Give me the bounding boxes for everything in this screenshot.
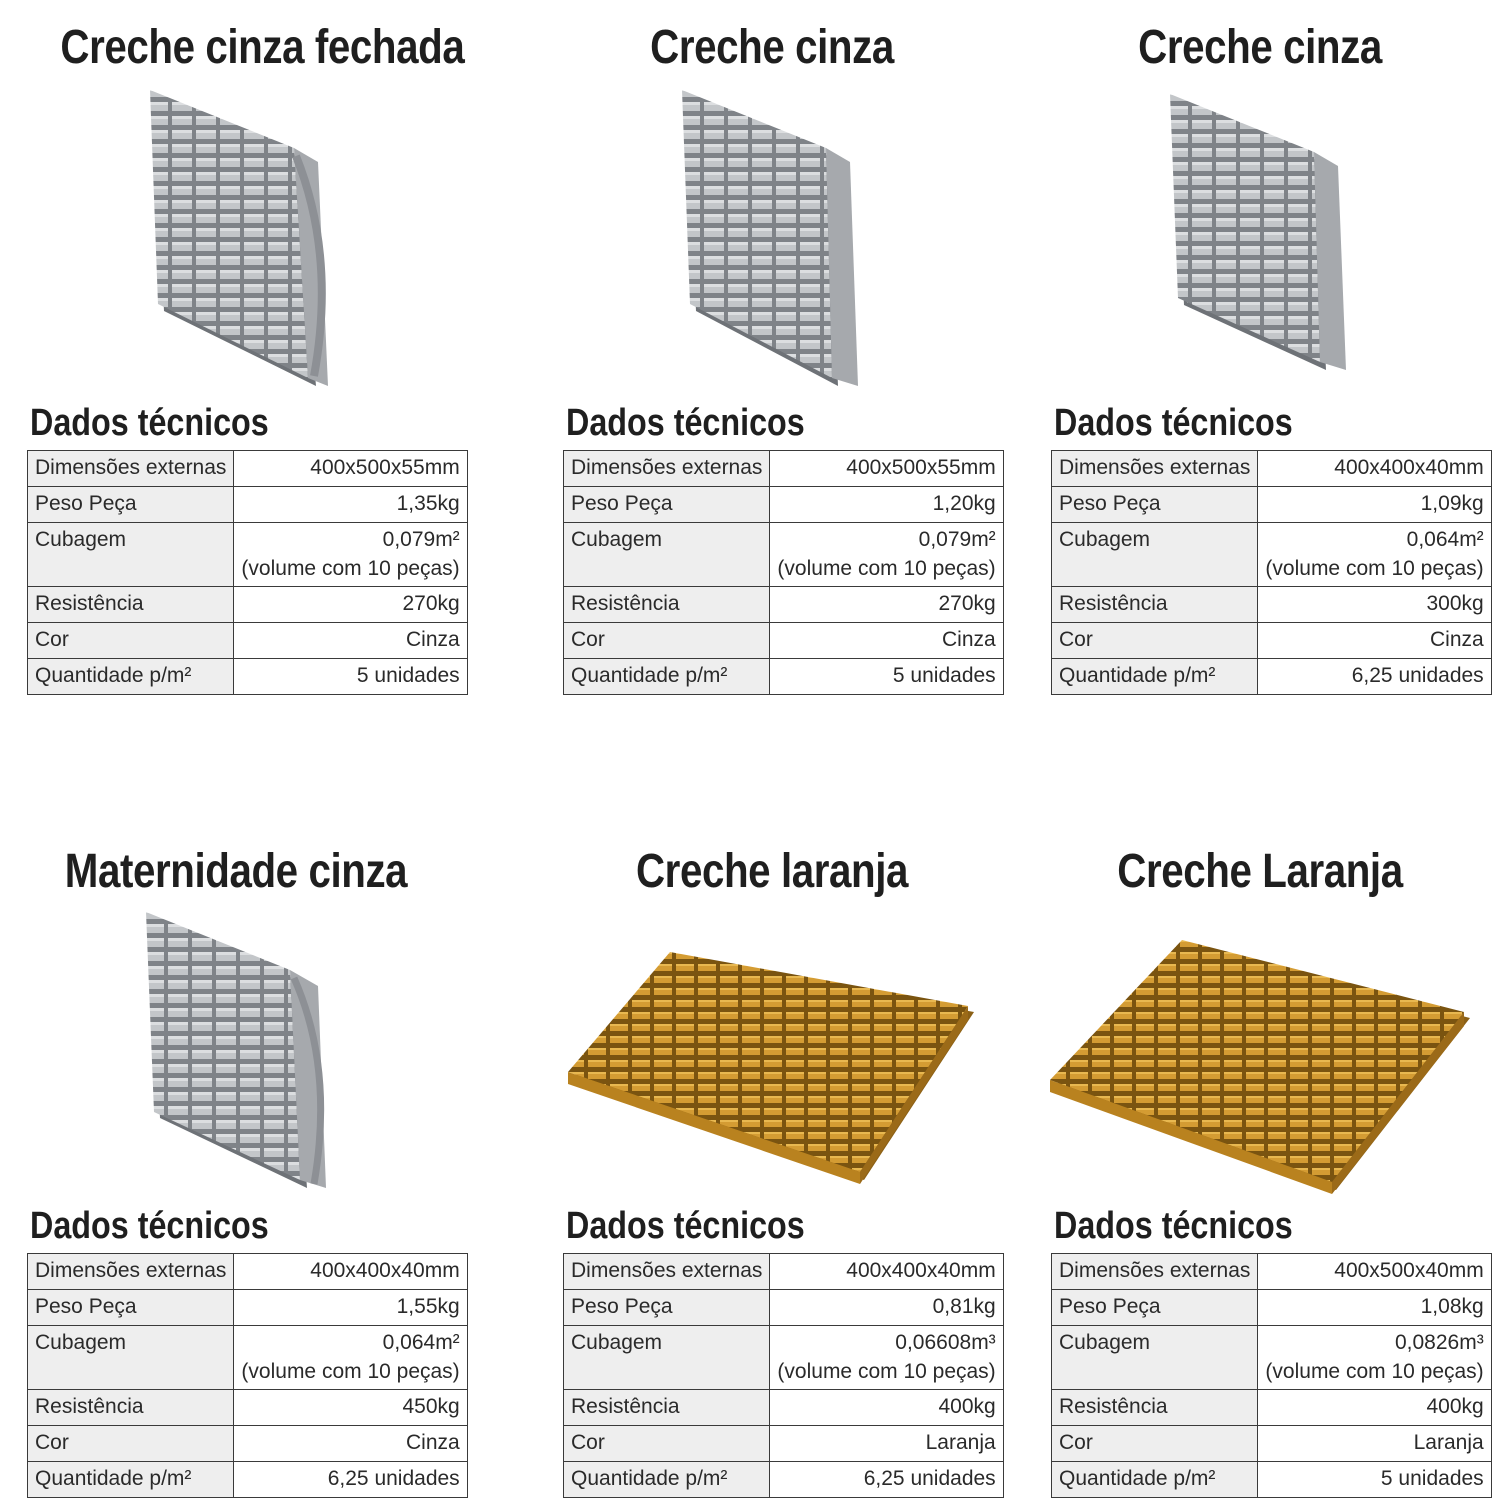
spec-value: 1,55kg [234, 1290, 467, 1326]
spec-label: Cubagem [564, 1326, 770, 1390]
spec-value: 0,06608m³ [895, 1331, 996, 1354]
gray-floor-panel-icon [142, 908, 342, 1198]
spec-label: Cor [1052, 623, 1258, 659]
spec-value: 1,09kg [1258, 487, 1491, 523]
spec-value: 0,0826m³ [1394, 1331, 1484, 1354]
spec-label: Resistência [564, 1390, 770, 1426]
spec-label: Quantidade p/m² [564, 659, 770, 695]
spec-note: (volume com 10 peças) [1265, 557, 1484, 580]
spec-value: 0,079m² [382, 528, 460, 551]
spec-value: 400kg [1258, 1390, 1491, 1426]
spec-label: Peso Peça [564, 487, 770, 523]
spec-note: (volume com 10 peças) [241, 1360, 460, 1383]
spec-table [1051, 1253, 1492, 1498]
spec-value: 1,20kg [770, 487, 1003, 523]
spec-value: 400x500x40mm [1258, 1254, 1491, 1290]
spec-value: Cinza [234, 1426, 467, 1462]
spec-value: 0,81kg [770, 1290, 1003, 1326]
spec-label: Cubagem [1052, 1326, 1258, 1390]
spec-label: Quantidade p/m² [1052, 1462, 1258, 1498]
spec-value: Cinza [234, 623, 467, 659]
spec-label: Cor [28, 623, 234, 659]
spec-label: Resistência [1052, 1390, 1258, 1426]
spec-label: Dimensões externas [28, 451, 234, 487]
spec-label: Cor [564, 1426, 770, 1462]
spec-heading: Dados técnicos [566, 1205, 805, 1247]
spec-heading: Dados técnicos [30, 402, 269, 444]
spec-value: 6,25 unidades [234, 1462, 467, 1498]
spec-value: 400x500x55mm [770, 451, 1003, 487]
spec-label: Peso Peça [564, 1290, 770, 1326]
orange-floor-panel-icon [564, 950, 984, 1190]
spec-value: 6,25 unidades [1258, 659, 1491, 695]
spec-value: 400kg [770, 1390, 1003, 1426]
spec-label: Cubagem [28, 1326, 234, 1390]
spec-label: Cubagem [28, 523, 234, 587]
spec-label: Peso Peça [28, 1290, 234, 1326]
spec-value: 400x400x40mm [234, 1254, 467, 1290]
spec-value: 5 unidades [770, 659, 1003, 695]
spec-table [563, 1253, 1004, 1498]
product-title: Creche cinza [650, 21, 894, 74]
spec-label: Quantidade p/m² [564, 1462, 770, 1498]
spec-table [27, 1253, 468, 1498]
spec-label: Resistência [28, 1390, 234, 1426]
spec-note: (volume com 10 peças) [777, 1360, 996, 1383]
spec-label: Cor [1052, 1426, 1258, 1462]
spec-label: Cor [564, 623, 770, 659]
spec-label: Resistência [564, 587, 770, 623]
spec-value: 0,064m² [1406, 528, 1484, 551]
spec-value: 0,079m² [918, 528, 996, 551]
product-title: Creche laranja [635, 845, 909, 898]
spec-label: Cor [28, 1426, 234, 1462]
spec-label: Resistência [28, 587, 234, 623]
spec-label: Quantidade p/m² [28, 1462, 234, 1498]
gray-floor-panel-icon [678, 86, 868, 396]
spec-note: (volume com 10 peças) [1265, 1360, 1484, 1383]
spec-label: Peso Peça [28, 487, 234, 523]
orange-floor-panel-icon [1046, 938, 1476, 1200]
spec-label: Dimensões externas [564, 1254, 770, 1290]
spec-label: Peso Peça [1052, 1290, 1258, 1326]
spec-value: Laranja [1258, 1426, 1491, 1462]
spec-value: 270kg [234, 587, 467, 623]
spec-label: Dimensões externas [1052, 1254, 1258, 1290]
spec-value: 5 unidades [234, 659, 467, 695]
product-title: Maternidade cinza [64, 845, 408, 898]
spec-value: 5 unidades [1258, 1462, 1491, 1498]
spec-table [1051, 450, 1492, 695]
spec-value: 400x500x55mm [234, 451, 467, 487]
spec-value: 400x400x40mm [770, 1254, 1003, 1290]
spec-value: 0,064m² [382, 1331, 460, 1354]
product-title: Creche cinza fechada [60, 21, 465, 74]
spec-value: 400x400x40mm [1258, 451, 1491, 487]
spec-heading: Dados técnicos [1054, 1205, 1293, 1247]
gray-floor-panel-icon [1166, 90, 1356, 380]
spec-value: 270kg [770, 587, 1003, 623]
spec-value: Cinza [770, 623, 1003, 659]
product-title: Creche cinza [1138, 21, 1382, 74]
spec-value: Cinza [1258, 623, 1491, 659]
spec-label: Resistência [1052, 587, 1258, 623]
spec-value: 1,35kg [234, 487, 467, 523]
spec-note: (volume com 10 peças) [241, 557, 460, 580]
spec-value: 300kg [1258, 587, 1491, 623]
spec-heading: Dados técnicos [566, 402, 805, 444]
spec-label: Cubagem [1052, 523, 1258, 587]
spec-value: 450kg [234, 1390, 467, 1426]
spec-label: Dimensões externas [1052, 451, 1258, 487]
spec-value: 1,08kg [1258, 1290, 1491, 1326]
product-title: Creche Laranja [1117, 845, 1403, 898]
spec-label: Peso Peça [1052, 487, 1258, 523]
spec-label: Dimensões externas [564, 451, 770, 487]
spec-heading: Dados técnicos [1054, 402, 1293, 444]
spec-note: (volume com 10 peças) [777, 557, 996, 580]
spec-table [27, 450, 468, 695]
spec-label: Quantidade p/m² [28, 659, 234, 695]
spec-table [563, 450, 1004, 695]
spec-label: Cubagem [564, 523, 770, 587]
spec-label: Quantidade p/m² [1052, 659, 1258, 695]
spec-value: Laranja [770, 1426, 1003, 1462]
spec-heading: Dados técnicos [30, 1205, 269, 1247]
spec-label: Dimensões externas [28, 1254, 234, 1290]
spec-value: 6,25 unidades [770, 1462, 1003, 1498]
gray-floor-panel-icon [146, 86, 356, 396]
